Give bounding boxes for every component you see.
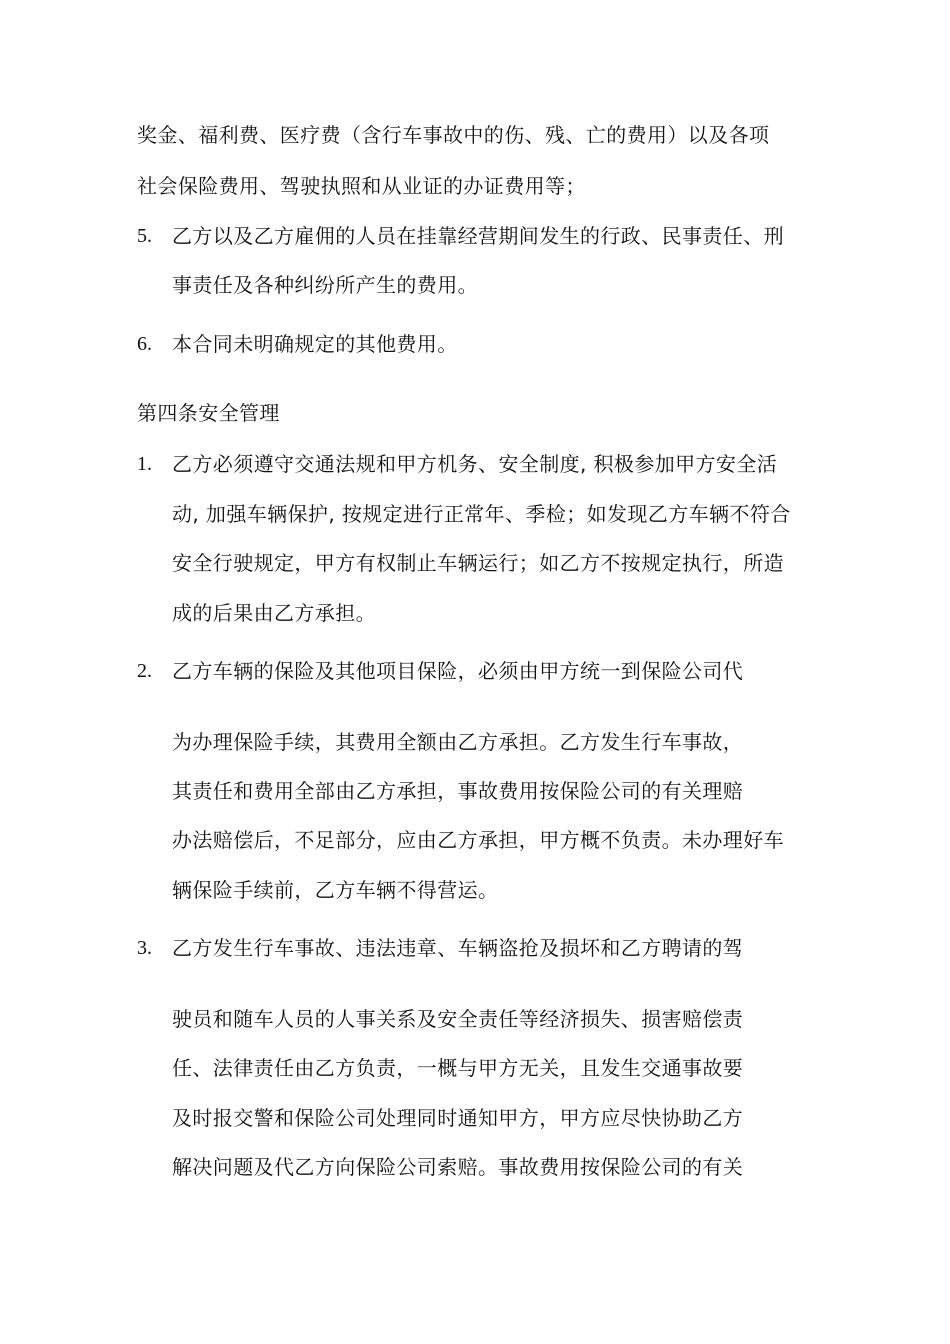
- text-line: 事责任及各种纠纷所产生的费用。: [172, 273, 478, 297]
- list-number: 5.: [137, 225, 152, 247]
- list-number: 1.: [137, 453, 152, 475]
- text-line: 社会保险费用、驾驶执照和从业证的办证费用等；: [137, 174, 586, 198]
- text-line: 辆保险手续前，乙方车辆不得营运。: [172, 878, 499, 902]
- text-line: 任、法律责任由乙方负责，一概与甲方无关，且发生交通事故要: [172, 1056, 744, 1080]
- text-line: 乙方以及乙方雇佣的人员在挂靠经营期间发生的行政、民事责任、刑: [172, 224, 784, 248]
- text-line: 为办理保险手续，其费用全额由乙方承担。乙方发生行车事故，: [172, 730, 744, 754]
- list-number: 3.: [137, 937, 152, 959]
- text-line: 及时报交警和保险公司处理同时通知甲方，甲方应尽快协助乙方: [172, 1106, 744, 1130]
- text-line: 乙方车辆的保险及其他项目保险，必须由甲方统一到保险公司代: [172, 659, 744, 683]
- text-line: 乙方必须遵守交通法规和甲方机务、安全制度, 积极参加甲方安全活: [172, 452, 778, 476]
- list-number: 6.: [137, 333, 152, 355]
- text-line: 其责任和费用全部由乙方承担，事故费用按保险公司的有关理赔: [172, 779, 744, 803]
- section-heading: 第四条安全管理: [137, 401, 280, 425]
- text-line: 驶员和随车人员的人事关系及安全责任等经济损失、损害赔偿责: [172, 1007, 744, 1031]
- text-line: 办法赔偿后，不足部分，应由乙方承担，甲方概不负责。未办理好车: [172, 828, 784, 852]
- text-line: 奖金、福利费、医疗费（含行车事故中的伤、残、亡的费用）以及各项: [137, 123, 770, 147]
- text-line: 本合同未明确规定的其他费用。: [172, 332, 458, 356]
- text-line: 乙方发生行车事故、违法违章、车辆盗抢及损坏和乙方聘请的驾: [172, 936, 744, 960]
- text-line: 成的后果由乙方承担。: [172, 601, 376, 625]
- text-line: 解决问题及代乙方向保险公司索赔。事故费用按保险公司的有关: [172, 1155, 744, 1179]
- text-line: 动, 加强车辆保护, 按规定进行正常年、季检；如发现乙方车辆不符合: [172, 502, 791, 526]
- text-line: 安全行驶规定，甲方有权制止车辆运行；如乙方不按规定执行，所造: [172, 551, 784, 575]
- list-number: 2.: [137, 660, 152, 682]
